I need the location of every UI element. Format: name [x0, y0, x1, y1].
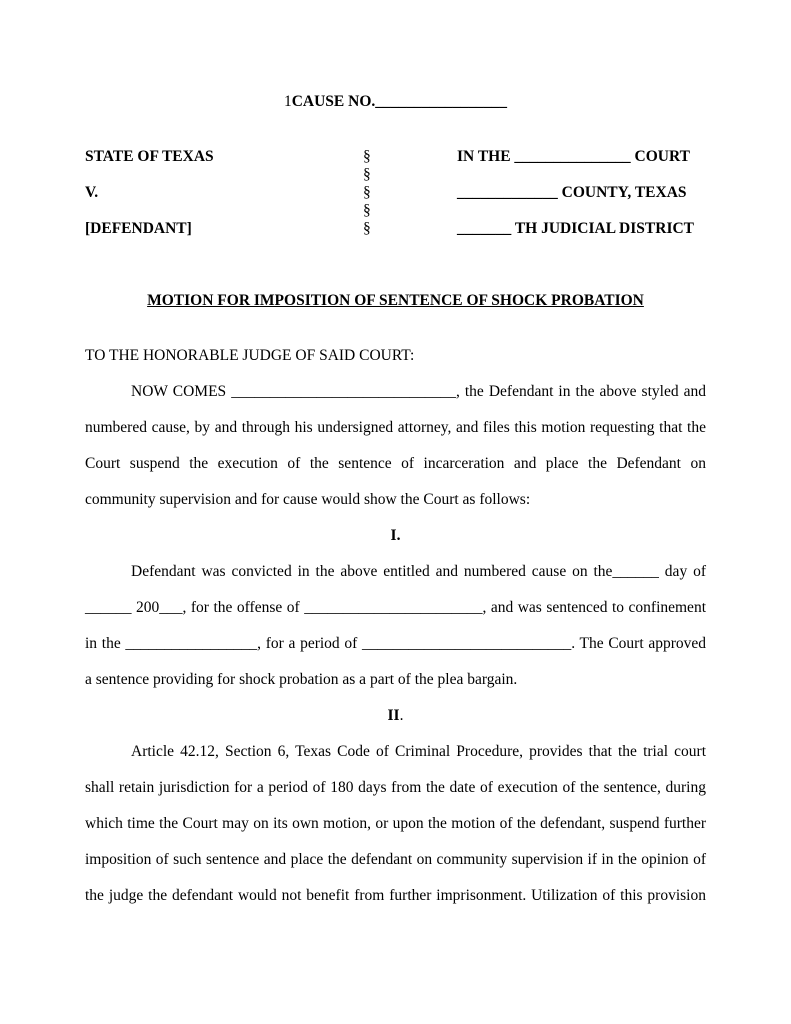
motion-title-text: MOTION FOR IMPOSITION OF SENTENCE OF SHOCK PROBATION [147, 292, 644, 309]
paragraph-line: community supervision and for cause would show the Court as follows: [85, 491, 531, 508]
section-heading [0, 707, 791, 725]
salutation: TO THE HONORABLE JUDGE OF SAID COURT: [85, 347, 415, 364]
caption-row [0, 202, 791, 222]
cause-blank: _________________ [375, 93, 508, 110]
caption-defendant: [DEFENDANT] [85, 220, 192, 237]
section-symbol: § [363, 166, 371, 183]
paragraph-line: imposition of such sentence and place the defendant on community supervision if in the opinion of [85, 851, 706, 868]
caption-row [0, 184, 791, 204]
section-heading-numeral: II [387, 707, 400, 724]
caption-row [0, 148, 791, 168]
section-symbol: § [363, 202, 371, 219]
caption-state: STATE OF TEXAS [85, 148, 214, 165]
paragraph-line: shall retain jurisdiction for a period of 180 days from the date of execution of the sentence, during [85, 779, 706, 796]
paragraph-line: ______ 200___, for the offense of _______________________, and was sentenced to confinement [85, 599, 706, 616]
caption-court: IN THE _______________ COURT [457, 148, 690, 165]
caption-district: _______ TH JUDICIAL DISTRICT [457, 220, 695, 237]
paragraph-line: a sentence providing for shock probation as a part of the plea bargain. [85, 671, 518, 688]
section-symbol: § [363, 220, 371, 237]
section-heading: I. [390, 527, 401, 544]
section-heading-period: . [399, 707, 404, 724]
section-symbol: § [363, 184, 371, 201]
paragraph-line: in the _________________, for a period of ___________________________. The Court approved [85, 635, 706, 652]
paragraph-line: NOW COMES _____________________________, the Defendant in the above styled and [131, 383, 706, 400]
cause-number-header [0, 93, 791, 111]
cause-label: CAUSE NO. [291, 93, 376, 110]
paragraph-line: Court suspend the execution of the sentence of incarceration and place the Defendant on [85, 455, 706, 472]
caption-county: _____________ COUNTY, TEXAS [457, 184, 687, 201]
paragraph-line: numbered cause, by and through his undersigned attorney, and files this motion requesting that the [85, 419, 706, 436]
caption-row [0, 166, 791, 186]
paragraph-line: Article 42.12, Section 6, Texas Code of Criminal Procedure, provides that the trial court [131, 743, 706, 760]
section-symbol: § [363, 148, 371, 165]
paragraph-line: Defendant was convicted in the above entitled and numbered cause on the______ day of [131, 563, 706, 580]
paragraph-line: the judge the defendant would not benefit from further imprisonment. Utilization of this provision [85, 887, 706, 904]
caption-row [0, 220, 791, 240]
paragraph-line: which time the Court may on its own motion, or upon the motion of the defendant, suspend further [85, 815, 706, 832]
footnote-marker: 1 [283, 93, 292, 110]
motion-title [0, 292, 791, 310]
caption-versus: V. [85, 184, 99, 201]
